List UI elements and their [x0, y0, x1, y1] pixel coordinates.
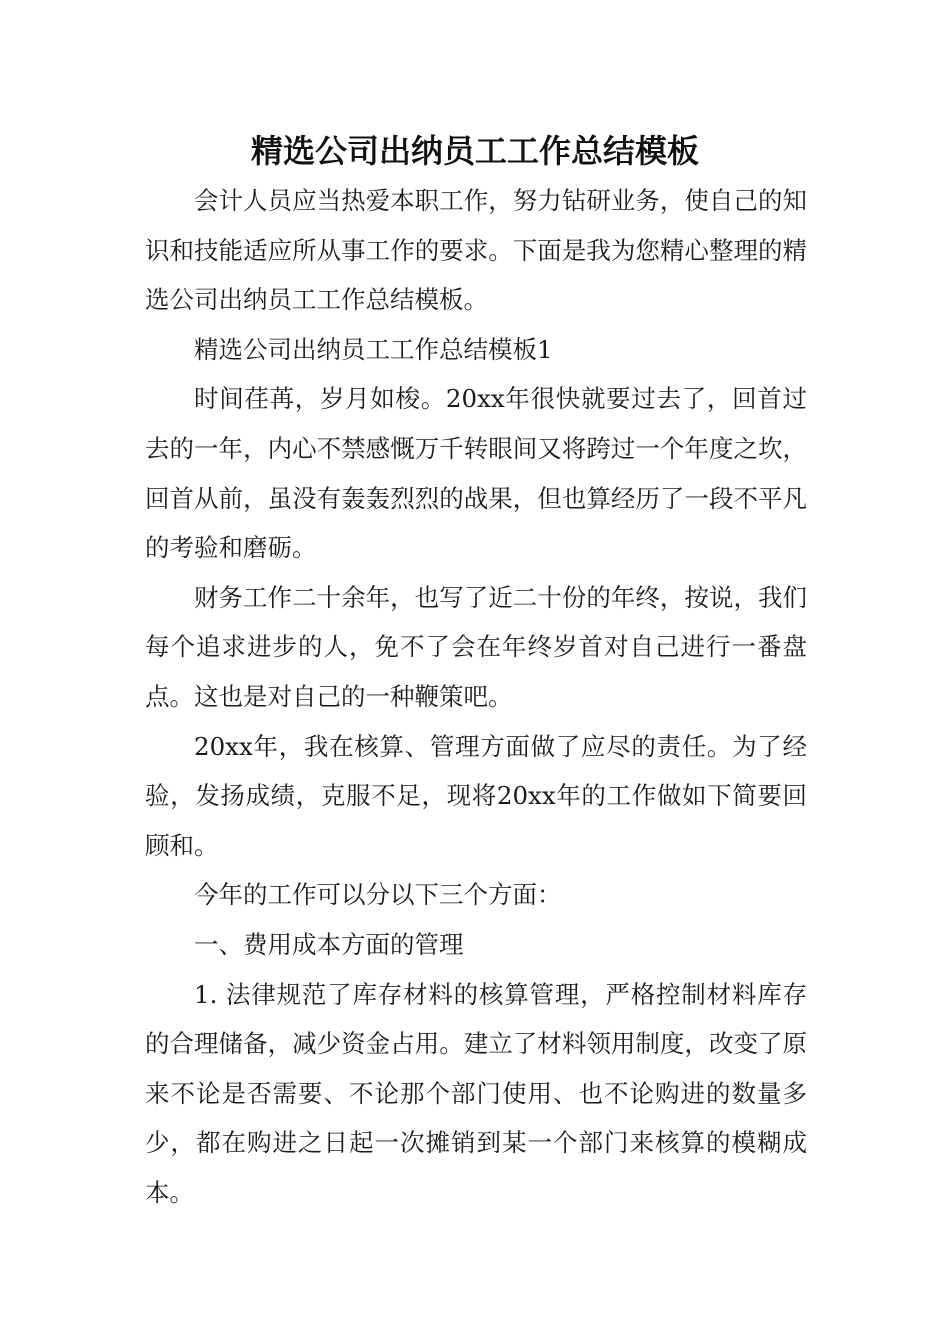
paragraph-intro: 会计人员应当热爱本职工作，努力钻研业务，使自己的知识和技能适应所从事工作的要求。下面是我为您精心整理的精选公司出纳员工工作总结模板。: [145, 186, 807, 315]
paragraph: 时间荏苒，岁月如梭。20xx年很快就要过去了，回首过去的一年，内心不禁感慨万千转眼间又将跨过一个年度之坎，回首从前，虽没有轰轰烈烈的战果，但也算经历了一段不平凡的考验和磨砺。: [145, 384, 807, 563]
paragraph-subheading: 一、费用成本方面的管理: [194, 929, 464, 959]
paragraph: 20xx年，我在核算、管理方面做了应尽的责任。为了经验，发扬成绩，克服不足，现将20xx年的工作做如下简要回顾和。: [145, 731, 807, 860]
paragraph-list-item: 1. 法律规范了库存材料的核算管理，严格控制材料库存的合理储备，减少资金占用。建立了材料领用制度，改变了原来不论是否需要、不论那个部门使用、也不论购进的数量多少，都在购进之日起一次摊销到某一个部门来核算的模糊成本。: [145, 979, 807, 1207]
paragraph: 财务工作二十余年，也写了近二十份的年终，按说，我们每个追求进步的人，免不了会在年终岁首对自己进行一番盘点。这也是对自己的一种鞭策吧。: [145, 582, 807, 711]
paragraph: 今年的工作可以分以下三个方面：: [194, 880, 562, 910]
document-body: [145, 176, 807, 1217]
document-title: 精选公司出纳员工工作总结模板: [250, 132, 699, 170]
paragraph-section-heading: 精选公司出纳员工工作总结模板1: [194, 334, 553, 364]
